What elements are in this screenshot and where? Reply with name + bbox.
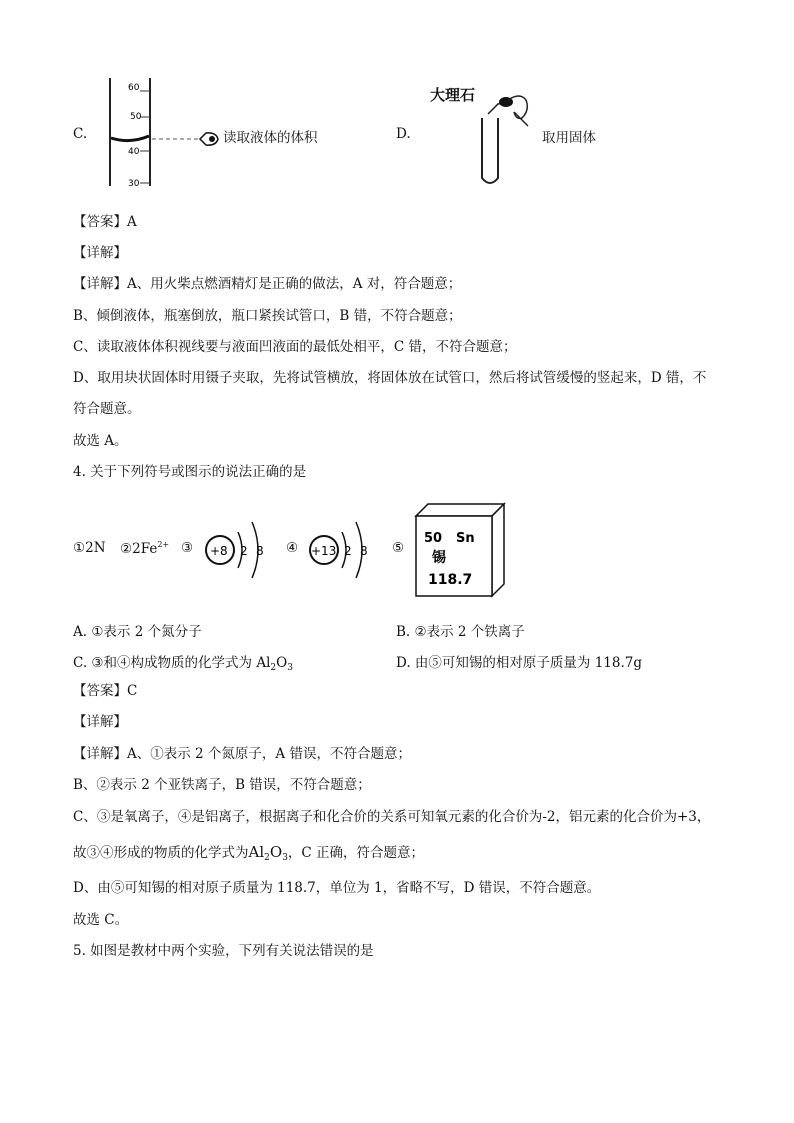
aluminum-ion-diagram <box>304 510 384 590</box>
option-c-label: C. <box>73 126 88 142</box>
q4-option-b: B. ②表示 2 个铁离子 <box>396 624 525 640</box>
q5-stem: 5. 如图是教材中两个实验，下列有关说法错误的是 <box>73 943 374 959</box>
atomic-mass: 118.7 <box>428 572 473 588</box>
element-name: 锡 <box>432 550 446 566</box>
q4-detail-line: 【详解】A、①表示 2 个氮原子，A 错误，不符合题意； <box>73 746 411 762</box>
q4-answer: 【答案】C <box>73 683 138 699</box>
tick-label: 50 <box>130 112 142 122</box>
symbol-3-marker: ③ <box>181 540 194 556</box>
marble-label: 大理石 <box>430 86 476 104</box>
element-symbol: Sn <box>456 531 475 546</box>
nucleus-charge: +13 <box>311 544 337 558</box>
q3-answer: 【答案】A <box>73 214 137 230</box>
nucleus-charge: +8 <box>210 544 228 558</box>
q4-stem: 4. 关于下列符号或图示的说法正确的是 <box>73 464 307 480</box>
symbol-1: ①2N <box>73 540 106 556</box>
q4-conclusion: 故选 C。 <box>73 912 129 928</box>
tick-label: 30 <box>128 179 140 189</box>
symbol-4-marker: ④ <box>286 540 299 556</box>
q4-detail-line: B、②表示 2 个亚铁离子，B 错误，不符合题意； <box>73 777 371 793</box>
q3-conclusion: 故选 A。 <box>73 433 128 449</box>
symbol-5-marker: ⑤ <box>392 540 405 556</box>
option-d-caption: 取用固体 <box>542 130 596 146</box>
tick-label: 60 <box>128 83 140 93</box>
tweezer-hand-icon <box>488 96 528 126</box>
q4-detail-line: C、③是氧离子，④是铝离子，根据离子和化合价的关系可知氧元素的化合价为-2，铝元素的化合价为+3， <box>73 809 711 825</box>
q3-detail-line: C、读取液体体积视线要与液面凹液面的最低处相平，C 错，不符合题意； <box>73 339 517 355</box>
q4-detail-line: D、由⑤可知锡的相对原子质量为 118.7，单位为 1，省略不写，D 错误，不符合题意。 <box>73 880 601 896</box>
atomic-number: 50 <box>424 531 443 546</box>
oxygen-ion-diagram <box>200 510 280 590</box>
option-c-caption: 读取液体的体积 <box>223 130 318 146</box>
q3-detail-line: B、倾倒液体，瓶塞倒放，瓶口紧挨试管口，B 错，不符合题意； <box>73 308 462 324</box>
q3-detail-line: 【详解】A、用火柴点燃酒精灯是正确的做法，A 对，符合题意； <box>73 276 462 292</box>
q4-formula-line: 故③④形成的物质的化学式为$Al_2O_3$，C 正确，符合题意； <box>73 843 425 863</box>
graduated-cylinder-figure <box>100 72 220 192</box>
shell-electrons: 2 <box>344 544 352 558</box>
option-d-label: D. <box>396 126 411 142</box>
q3-detail-line: 符合题意。 <box>73 401 141 417</box>
periodic-table-cell <box>414 502 506 598</box>
shell-electrons: 8 <box>256 544 264 558</box>
q4-detail-heading: 【详解】 <box>73 714 127 730</box>
shell-electrons: 2 <box>240 544 248 558</box>
tick-label: 40 <box>128 147 140 157</box>
q3-detail-heading: 【详解】 <box>73 245 127 261</box>
q4-option-c: C. ③和④构成物质的化学式为 $Al_2O_3$ <box>73 655 293 673</box>
shell-electrons: 8 <box>360 544 368 558</box>
symbol-2: $②2Fe^{2+}$ <box>120 540 170 557</box>
q4-option-a: A. ①表示 2 个氮分子 <box>73 624 202 640</box>
q3-detail-line: D、取用块状固体时用镊子夹取，先将试管横放，将固体放在试管口，然后将试管缓慢的竖起来，D 错，不 <box>73 370 707 386</box>
eye-icon <box>200 133 218 145</box>
test-tube-figure <box>470 88 540 190</box>
q4-option-d: D. 由⑤可知锡的相对原子质量为 118.7g <box>396 655 643 671</box>
